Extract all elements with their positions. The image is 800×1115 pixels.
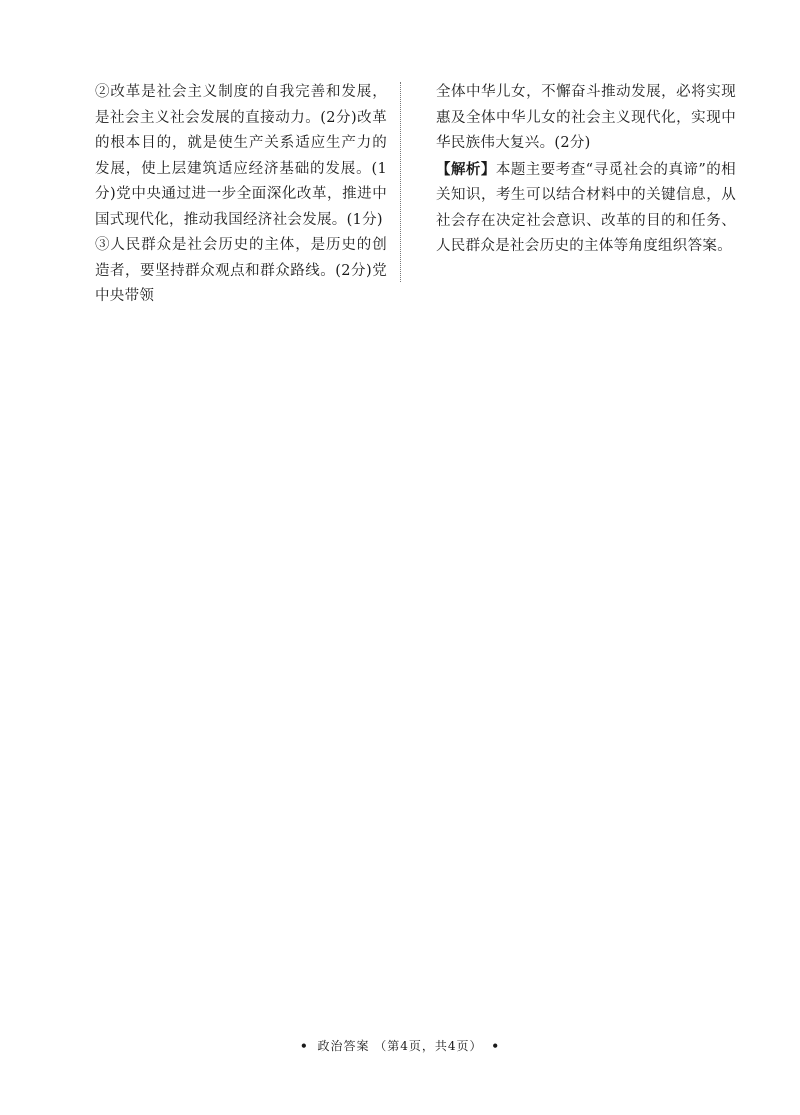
footer-dot-left: • bbox=[299, 1039, 309, 1053]
footer-page-label: 政治答案 （第4页，共4页） bbox=[317, 1039, 483, 1053]
analysis-paragraph bbox=[436, 157, 736, 260]
page-footer bbox=[0, 1037, 800, 1054]
right-column bbox=[436, 80, 736, 260]
answer-point-3-continued: 全体中华儿女，不懈奋斗推动发展，必将实现惠及全体中华儿女的社会主义现代化，实现中华民族伟大复兴。(2分) bbox=[436, 84, 736, 151]
column-divider bbox=[400, 82, 401, 282]
left-column bbox=[95, 80, 387, 310]
answer-point-2: ②改革是社会主义制度的自我完善和发展，是社会主义社会发展的直接动力。(2分)改革的根本目的，就是使生产关系适应生产力的发展，使上层建筑适应经济基础的发展。(1分)党中央通过进一步全面深化改革，推进中国式现代化，推动我国经济社会发展。(1分) bbox=[95, 84, 387, 228]
answer-point-3: ③人民群众是社会历史的主体，是历史的创造者，要坚持群众观点和群众路线。(2分)党中央带领 bbox=[95, 237, 387, 304]
analysis-label: 【解析】 bbox=[436, 160, 496, 178]
footer-dot-right: • bbox=[491, 1039, 501, 1053]
analysis-text: 本题主要考查“寻觅社会的真谛”的相关知识，考生可以结合材料中的关键信息，从社会存在决定社会意识、改革的目的和任务、人民群众是社会历史的主体等角度组织答案。 bbox=[436, 161, 736, 254]
